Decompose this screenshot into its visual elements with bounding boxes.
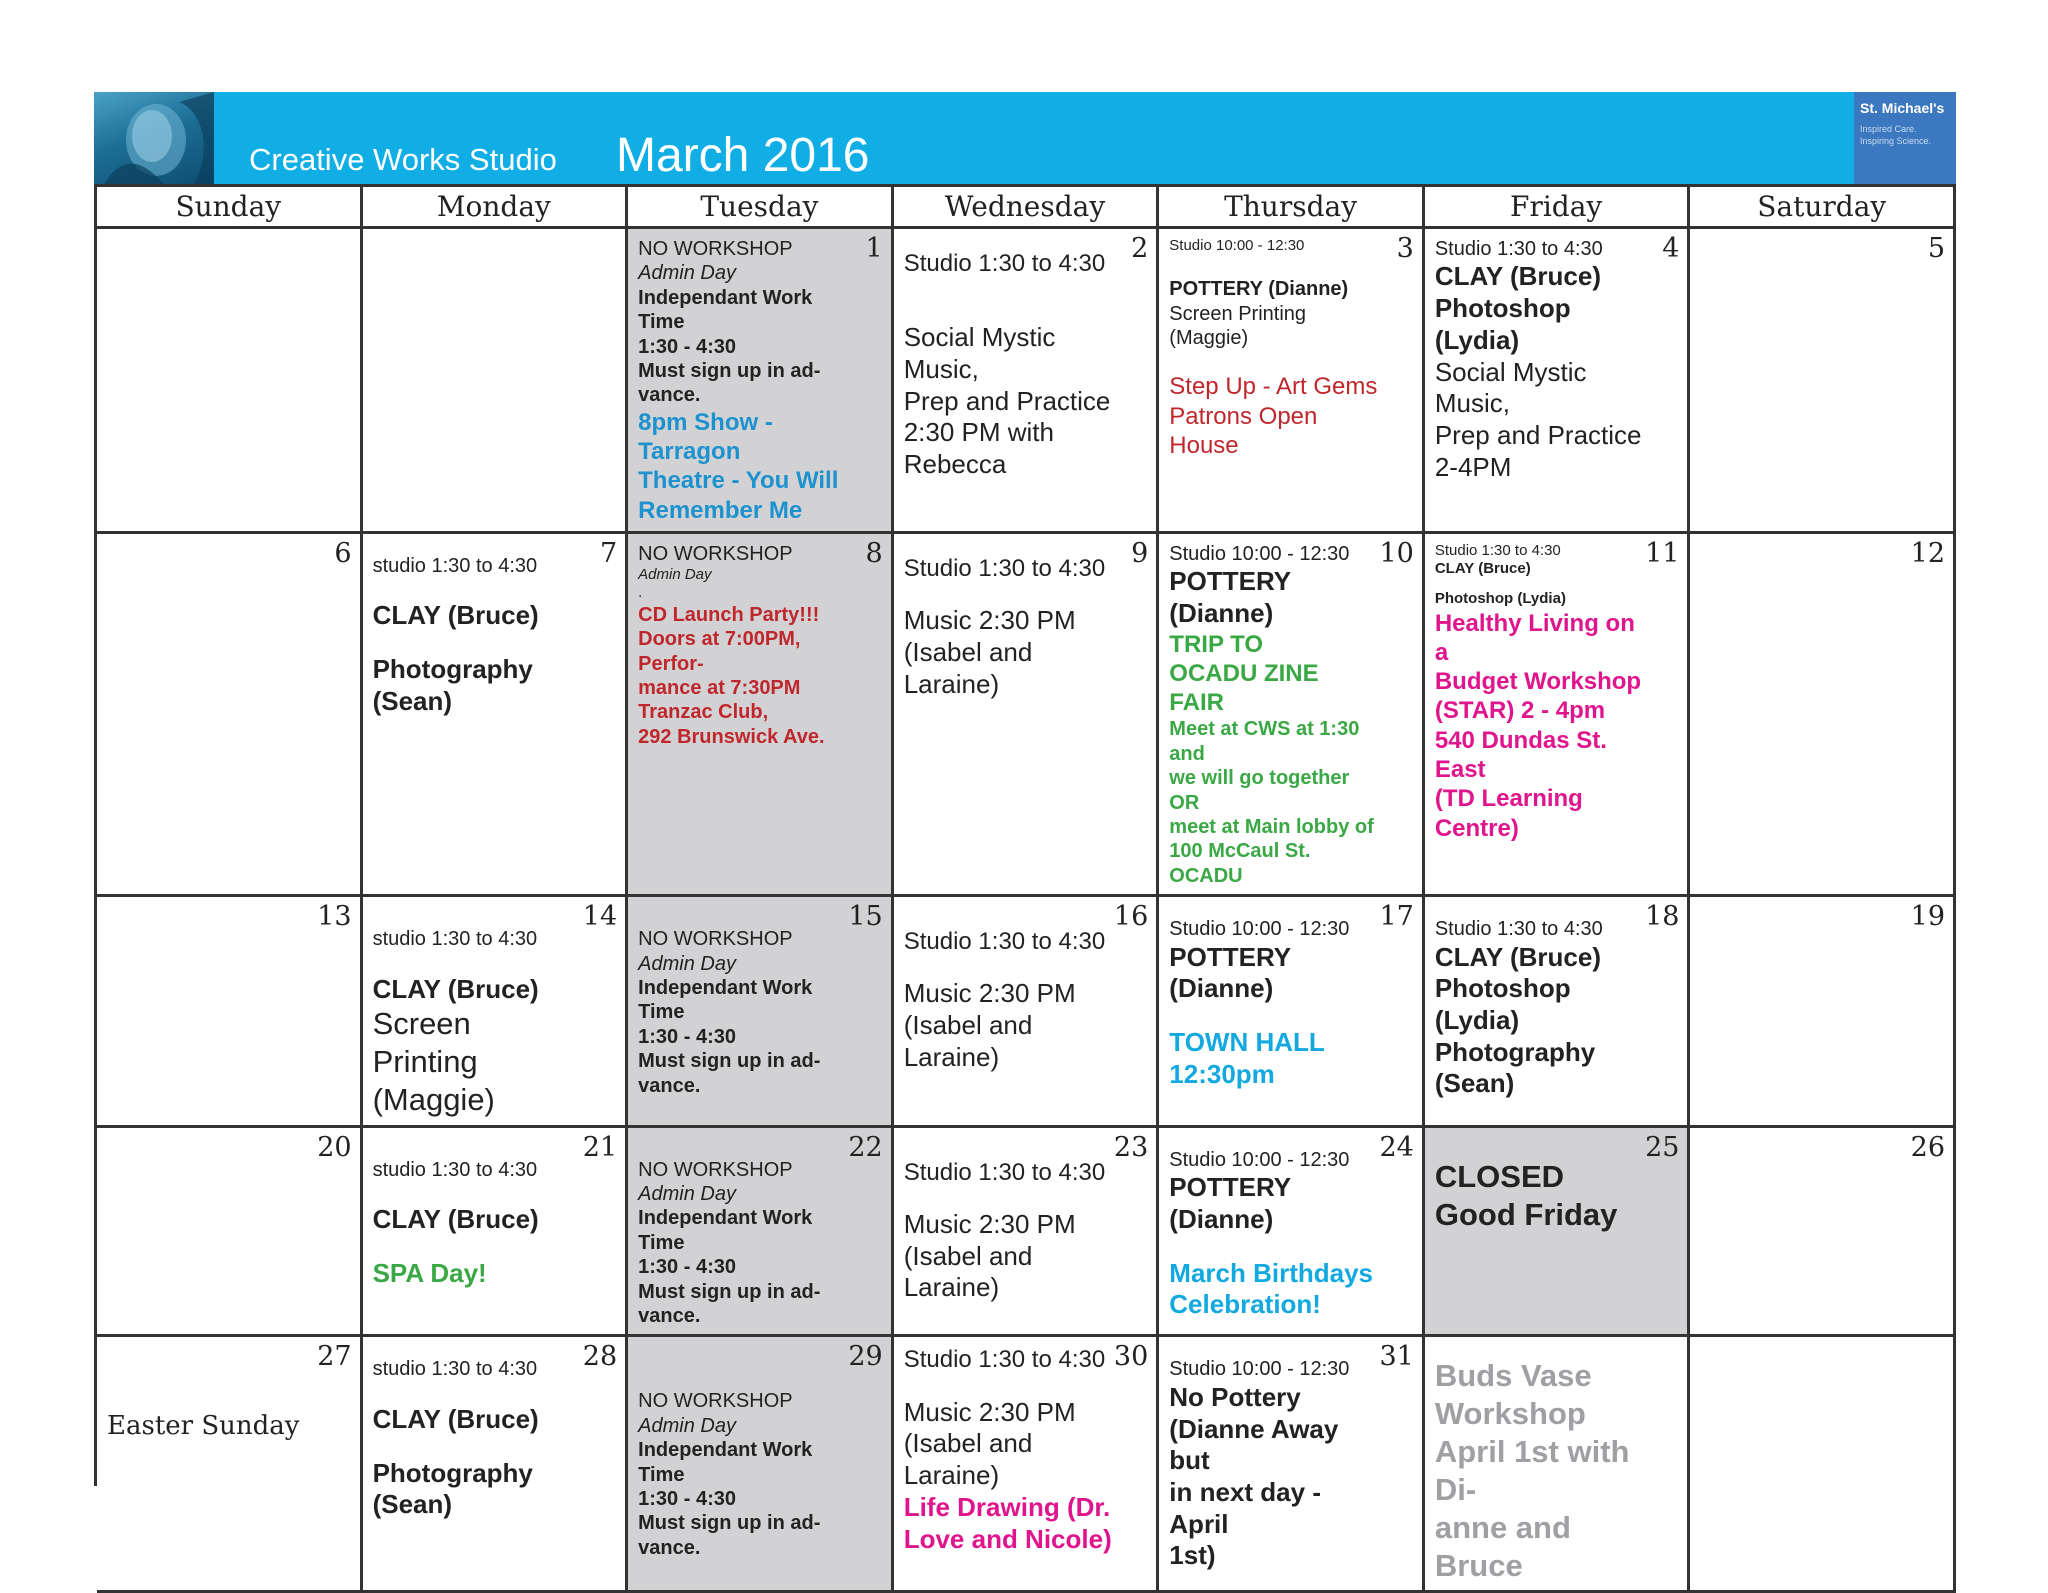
event-line: in next day - April xyxy=(1169,1476,1321,1539)
event-line: studio 1:30 to 4:30 xyxy=(372,1158,538,1181)
event-line: Studio 10:00 - 12:30 xyxy=(1169,1148,1350,1171)
day-number: 15 xyxy=(848,901,883,933)
event-line: Photoshop xyxy=(1434,293,1571,324)
event-line: CLAY (Bruce) xyxy=(1434,560,1531,578)
day-cell xyxy=(1425,534,1691,897)
day-cell xyxy=(1159,1337,1425,1593)
spacer xyxy=(1435,1345,1678,1357)
event-line: Doors at 7:00PM, Perfor- xyxy=(638,628,801,675)
spacer xyxy=(904,583,1147,605)
day-cell xyxy=(628,534,894,897)
spacer xyxy=(1435,905,1678,917)
event-line: CLAY (Bruce) xyxy=(1434,261,1601,292)
event-line: Must sign up in ad- xyxy=(638,1050,821,1073)
event-line: vance. xyxy=(638,1074,701,1097)
event-line: Studio 1:30 to 4:30 xyxy=(1434,238,1603,260)
event-line: (Sean) xyxy=(372,685,453,716)
event-line: NO WORKSHOP xyxy=(638,1158,793,1181)
day-cell xyxy=(363,534,629,897)
event-line: Studio 1:30 to 4:30 xyxy=(903,1158,1106,1186)
day-cell xyxy=(1690,897,1956,1128)
event-line: Studio 1:30 to 4:30 xyxy=(1434,918,1603,941)
day-number: 23 xyxy=(1113,1131,1149,1163)
event-line: mance at 7:30PM xyxy=(638,676,801,699)
event-line: Photoshop (Lydia) xyxy=(1434,590,1566,608)
event-line: (Isabel and Laraine) xyxy=(903,1240,1033,1303)
day-cell xyxy=(1159,534,1425,897)
day-number: 27 xyxy=(317,1341,352,1373)
event-line: Patrons Open House xyxy=(1169,402,1318,459)
event-line: . xyxy=(638,584,643,602)
calendar-grid xyxy=(94,184,1956,1583)
event-line: 1:30 - 4:30 xyxy=(638,1025,736,1048)
event-line: Music 2:30 PM xyxy=(903,605,1076,636)
spacer xyxy=(373,1136,616,1158)
spacer xyxy=(107,1367,350,1389)
event-line: (Isabel and Laraine) xyxy=(903,636,1033,699)
event-line: Workshop xyxy=(1434,1396,1586,1432)
event-line: Admin Day xyxy=(638,952,736,975)
event-line: Good Friday xyxy=(1434,1196,1618,1232)
day-cell xyxy=(628,229,894,534)
event-line: vance. xyxy=(638,1536,701,1559)
spacer xyxy=(373,1236,616,1258)
spacer xyxy=(373,1382,616,1404)
event-line: Tranzac Club, xyxy=(638,701,769,724)
day-number: 11 xyxy=(1645,537,1680,569)
logo-name: St. Michael's xyxy=(1860,100,1945,116)
day-number: 12 xyxy=(1910,537,1945,569)
day-cell xyxy=(97,229,363,534)
day-number: 7 xyxy=(599,537,618,569)
day-number: 29 xyxy=(848,1341,883,1373)
day-number: 18 xyxy=(1645,901,1680,933)
event-line: 2-4PM xyxy=(1434,451,1512,482)
event-line: CLAY (Bruce) xyxy=(372,1204,539,1235)
spacer xyxy=(107,1389,350,1411)
day-cell xyxy=(1425,897,1691,1128)
day-number: 6 xyxy=(334,537,352,569)
event-line: NO WORKSHOP xyxy=(638,928,793,951)
day-number: 8 xyxy=(865,537,883,569)
event-line: Theatre - You Will xyxy=(638,467,839,495)
event-line: Independant Work Time xyxy=(638,1439,813,1486)
day-cell xyxy=(97,897,363,1128)
event-line: Must sign up in ad- xyxy=(638,1512,821,1535)
event-line: (Maggie) xyxy=(372,1081,495,1117)
day-cell xyxy=(1159,229,1425,534)
spacer xyxy=(1169,1236,1412,1258)
month-title: March 2016 xyxy=(616,129,870,182)
event-line: Studio 1:30 to 4:30 xyxy=(903,250,1106,277)
event-line: (STAR) 2 - 4pm xyxy=(1434,697,1606,725)
day-cell xyxy=(894,897,1160,1128)
spacer xyxy=(373,905,616,927)
spacer xyxy=(904,237,1147,249)
event-line: (Maggie) xyxy=(1169,327,1249,350)
day-cell xyxy=(1159,897,1425,1128)
day-number: 5 xyxy=(1927,233,1945,264)
st-michaels-logo xyxy=(1854,92,1956,184)
event-line: (Lydia) xyxy=(1434,1004,1520,1035)
day-number: 24 xyxy=(1379,1131,1414,1163)
event-line: studio 1:30 to 4:30 xyxy=(372,554,538,577)
angel-statue-photo xyxy=(94,92,214,184)
event-line: Photography xyxy=(1434,1036,1596,1067)
event-line: CLOSED xyxy=(1434,1158,1565,1194)
spacer xyxy=(1169,1005,1412,1027)
day-cell xyxy=(363,897,629,1128)
event-line: 1:30 - 4:30 xyxy=(638,1488,736,1510)
day-number: 28 xyxy=(582,1341,618,1373)
spacer xyxy=(1435,578,1678,590)
event-line: Music 2:30 PM xyxy=(903,978,1076,1009)
spacer xyxy=(638,905,881,927)
day-number: 4 xyxy=(1662,233,1680,264)
day-number: 9 xyxy=(1131,537,1149,569)
calendar-header xyxy=(94,92,1956,184)
event-line: (Sean) xyxy=(372,1489,453,1520)
day-of-week-header: Monday xyxy=(363,187,629,229)
event-line: Buds Vase xyxy=(1434,1358,1592,1394)
studio-name: Creative Works Studio xyxy=(249,142,557,177)
day-of-week-header: Saturday xyxy=(1690,187,1956,229)
event-line: NO WORKSHOP xyxy=(638,542,793,565)
event-line: Admin Day xyxy=(638,566,712,584)
event-line: (Lydia) xyxy=(1434,324,1520,355)
spacer xyxy=(904,1136,1147,1158)
spacer xyxy=(904,300,1147,322)
event-line: Photography xyxy=(372,1457,533,1488)
event-line: Remember Me xyxy=(638,496,803,524)
event-line: POTTERY (Dianne) xyxy=(1169,1172,1291,1234)
event-line: CLAY (Bruce) xyxy=(372,973,539,1004)
day-of-week-header: Sunday xyxy=(97,187,363,229)
logo-tagline: Inspiring Science. xyxy=(1860,136,1932,146)
event-line: POTTERY (Dianne) xyxy=(1169,278,1349,301)
event-line: SPA Day! xyxy=(372,1257,487,1288)
event-line: 292 Brunswick Ave. xyxy=(638,725,825,748)
event-line: 100 McCaul St. OCADU xyxy=(1169,840,1311,887)
event-line: meet at Main lobby of xyxy=(1169,815,1374,838)
event-line: Rebecca xyxy=(903,449,1007,480)
day-number: 16 xyxy=(1113,901,1149,933)
day-cell xyxy=(628,1128,894,1338)
event-line: (Dianne Away but xyxy=(1169,1413,1339,1476)
spacer xyxy=(373,952,616,974)
day-cell xyxy=(1425,1337,1691,1593)
event-line: TOWN HALL xyxy=(1169,1026,1325,1057)
event-line: Budget Workshop xyxy=(1434,668,1642,696)
event-line: Studio 10:00 - 12:30 xyxy=(1169,237,1305,254)
spacer xyxy=(904,1187,1147,1209)
event-line: 2:30 PM with xyxy=(903,417,1054,448)
event-line: NO WORKSHOP xyxy=(638,238,793,260)
event-line: Social Mystic Music, xyxy=(903,322,1056,384)
event-line: Independant Work Time xyxy=(638,286,813,334)
logo-tagline: Inspired Care. xyxy=(1860,124,1917,134)
event-line: Independant Work Time xyxy=(638,1207,813,1254)
event-line: Screen Printing xyxy=(1169,302,1307,325)
event-line: 540 Dundas St. East xyxy=(1434,726,1607,784)
event-line: vance. xyxy=(638,1305,701,1328)
event-line: (Sean) xyxy=(1434,1068,1515,1099)
event-line: Celebration! xyxy=(1169,1289,1321,1320)
event-line: Must sign up in ad- xyxy=(638,359,821,382)
spacer xyxy=(638,1345,881,1367)
day-number: 14 xyxy=(582,901,618,933)
event-line: CD Launch Party!!! xyxy=(638,603,820,626)
spacer xyxy=(1435,1136,1678,1158)
event-line: Admin Day xyxy=(638,1183,736,1206)
day-cell xyxy=(894,534,1160,897)
day-cell xyxy=(1690,534,1956,897)
event-line: OCADU ZINE FAIR xyxy=(1169,659,1319,717)
day-number: 1 xyxy=(865,233,883,264)
spacer xyxy=(373,578,616,600)
event-line: Admin Day xyxy=(638,1414,736,1437)
spacer xyxy=(373,1436,616,1458)
event-line: April 1st with Di- xyxy=(1434,1434,1630,1507)
event-line: Easter Sunday xyxy=(107,1411,300,1442)
day-number: 2 xyxy=(1131,233,1149,264)
day-number: 25 xyxy=(1645,1131,1680,1163)
day-number: 17 xyxy=(1379,901,1414,933)
event-line: TRIP TO xyxy=(1169,630,1264,658)
spacer xyxy=(904,1375,1147,1397)
day-number: 19 xyxy=(1910,901,1945,933)
event-line: Independant Work Time xyxy=(638,976,813,1024)
day-of-week-header: Wednesday xyxy=(894,187,1160,229)
event-line: Prep and Practice xyxy=(903,385,1111,416)
spacer xyxy=(1169,1345,1412,1357)
event-line: Studio 10:00 - 12:30 xyxy=(1169,542,1350,565)
day-cell xyxy=(894,1128,1160,1338)
event-line: NO WORKSHOP xyxy=(638,1390,793,1413)
event-line: Studio 10:00 - 12:30 xyxy=(1169,1358,1350,1381)
event-line: Step Up - Art Gems xyxy=(1169,373,1378,401)
day-cell xyxy=(363,229,629,534)
event-line: Healthy Living on a xyxy=(1434,609,1635,666)
day-number: 10 xyxy=(1379,537,1414,569)
event-line: vance. xyxy=(638,384,701,407)
event-line: 8pm Show - Tarragon xyxy=(638,408,773,465)
spacer xyxy=(904,905,1147,927)
event-line: March Birthdays xyxy=(1169,1257,1374,1288)
day-cell xyxy=(1690,1128,1956,1338)
event-line: Studio 10:00 - 12:30 xyxy=(1169,918,1350,941)
day-cell xyxy=(894,1337,1160,1593)
event-line: POTTERY (Dianne) xyxy=(1169,566,1291,628)
day-cell xyxy=(894,229,1160,534)
event-line: (Isabel and Laraine) xyxy=(903,1428,1033,1491)
day-number: 30 xyxy=(1113,1341,1149,1373)
event-line: studio 1:30 to 4:30 xyxy=(372,1358,538,1381)
spacer xyxy=(904,956,1147,978)
event-line: Photography xyxy=(372,653,533,684)
day-number: 26 xyxy=(1910,1131,1945,1163)
event-line: 1st) xyxy=(1169,1540,1216,1571)
day-cell xyxy=(628,897,894,1128)
day-cell xyxy=(1690,1337,1956,1593)
spacer xyxy=(373,1182,616,1204)
event-line: Admin Day xyxy=(638,262,736,285)
day-cell xyxy=(1425,1128,1691,1338)
event-line: (TD Learning Centre) xyxy=(1434,785,1583,842)
event-line: 1:30 - 4:30 xyxy=(638,335,736,358)
spacer xyxy=(1169,905,1412,917)
day-cell xyxy=(97,1337,363,1593)
day-of-week-header: Tuesday xyxy=(628,187,894,229)
event-line: Music 2:30 PM xyxy=(903,1396,1076,1427)
event-line: studio 1:30 to 4:30 xyxy=(372,928,538,951)
day-number: 3 xyxy=(1396,233,1414,264)
day-cell xyxy=(628,1337,894,1593)
day-number: 13 xyxy=(317,901,352,933)
event-line: Life Drawing (Dr. xyxy=(903,1491,1111,1522)
day-cell xyxy=(363,1128,629,1338)
event-line: Music 2:30 PM xyxy=(903,1208,1076,1239)
day-cell xyxy=(1159,1128,1425,1338)
event-line: CLAY (Bruce) xyxy=(372,1403,539,1434)
event-line: Photoshop xyxy=(1434,973,1571,1004)
spacer xyxy=(1169,255,1412,277)
event-line: Love and Nicole) xyxy=(903,1523,1112,1554)
event-line: No Pottery xyxy=(1169,1381,1301,1412)
spacer xyxy=(904,542,1147,554)
event-line: Screen Printing xyxy=(372,1006,478,1080)
day-cell xyxy=(1690,229,1956,534)
event-line: (Isabel and Laraine) xyxy=(903,1010,1033,1072)
spacer xyxy=(373,632,616,654)
spacer xyxy=(638,1136,881,1158)
event-line: POTTERY (Dianne) xyxy=(1169,941,1291,1004)
day-cell xyxy=(97,534,363,897)
day-number: 31 xyxy=(1379,1341,1414,1373)
spacer xyxy=(373,1345,616,1357)
event-line: Prep and Practice xyxy=(1434,419,1642,450)
day-number: 20 xyxy=(317,1131,352,1163)
event-line: Studio 1:30 to 4:30 xyxy=(1434,541,1561,559)
event-line: 12:30pm xyxy=(1169,1058,1275,1089)
spacer xyxy=(904,278,1147,300)
spacer xyxy=(1169,350,1412,372)
day-of-week-header: Thursday xyxy=(1159,187,1425,229)
spacer xyxy=(373,542,616,554)
event-line: we will go together OR xyxy=(1169,767,1350,814)
event-line: 1:30 - 4:30 xyxy=(638,1256,736,1279)
event-line: CLAY (Bruce) xyxy=(372,600,539,631)
day-of-week-header: Friday xyxy=(1425,187,1691,229)
event-line: Studio 1:30 to 4:30 xyxy=(903,554,1106,582)
spacer xyxy=(107,1345,350,1367)
event-line: anne and Bruce xyxy=(1434,1509,1571,1583)
spacer xyxy=(638,1367,881,1389)
event-line: CLAY (Bruce) xyxy=(1434,941,1601,972)
event-line: Must sign up in ad- xyxy=(638,1280,821,1303)
spacer xyxy=(1169,1136,1412,1148)
event-line: Studio 1:30 to 4:30 xyxy=(903,928,1106,956)
day-number: 21 xyxy=(582,1131,618,1163)
day-cell xyxy=(1425,229,1691,534)
day-number: 22 xyxy=(848,1131,883,1163)
day-cell xyxy=(363,1337,629,1593)
event-line: Social Mystic Music, xyxy=(1434,356,1587,419)
day-cell xyxy=(97,1128,363,1338)
event-line: Studio 1:30 to 4:30 xyxy=(903,1346,1106,1374)
event-line: Meet at CWS at 1:30 and xyxy=(1169,718,1360,765)
